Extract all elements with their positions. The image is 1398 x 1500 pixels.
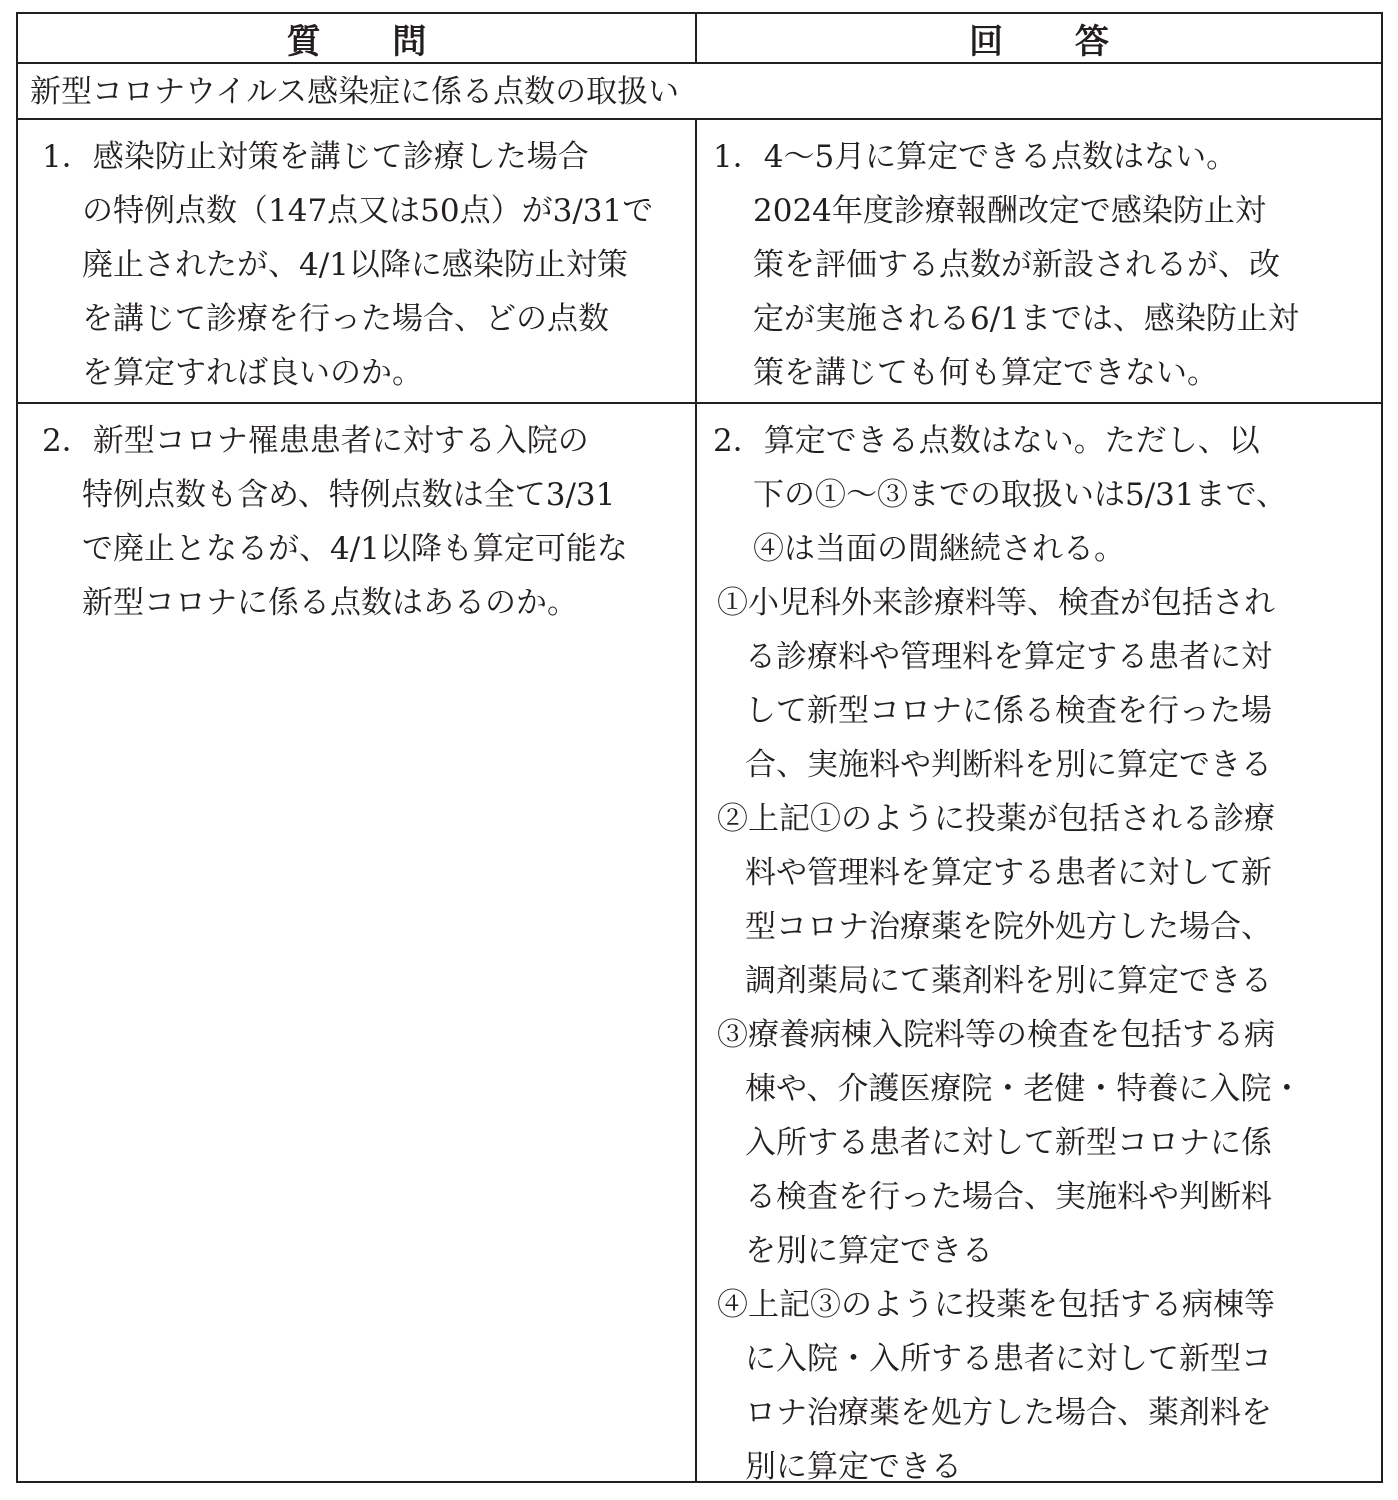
answer-line: 下の①〜③までの取扱いは5/31まで、 [753,477,1287,513]
sub-item-line: して新型コロナに係る検査を行った場 [745,693,1272,729]
answer-sub-item [713,1008,1302,1278]
sub-item-line: る検査を行った場合、実施料や判断料 [745,1179,1272,1215]
answer-line: 策を講じても何も算定できない。 [753,355,1218,391]
qa-table [16,12,1383,1483]
answer-sub-item [713,576,1302,792]
question-line: で廃止となるが、4/1以降も算定可能な [82,531,628,567]
answer-line: 2．算定できる点数はない。ただし、以 [713,423,1260,459]
sub-item-line: ロナ治療薬を処方した場合、薬剤料を [745,1395,1272,1431]
question-text [42,130,653,400]
sub-item-line: ③療養病棟入院料等の検査を包括する病 [717,1017,1275,1053]
question-line: 特例点数も含め、特例点数は全て3/31 [82,477,616,513]
sub-item-line: 合、実施料や判断料を別に算定できる [745,747,1272,783]
question-header-cell [18,14,697,62]
answer-header-cell [697,14,1381,62]
answer-cell [697,120,1381,402]
sub-item-line: ④上記③のように投薬を包括する病棟等 [717,1287,1275,1323]
question-line: 2．新型コロナ罹患患者に対する入院の [42,423,589,459]
question-line: を算定すれば良いのか。 [82,355,423,391]
sub-item-line: を別に算定できる [745,1233,993,1269]
question-line: を講じて診療を行った場合、どの点数 [82,301,609,337]
sub-item-line: 入所する患者に対して新型コロナに係 [745,1125,1272,1161]
section-title: 新型コロナウイルス感染症に係る点数の取扱い [30,74,680,110]
table-row [18,404,1381,1485]
answer-sub-item [713,792,1302,1008]
answer-line: 1．4〜5月に算定できる点数はない。 [713,139,1238,175]
sub-item-line: る診療料や管理料を算定する患者に対 [745,639,1272,675]
sub-item-line: ①小児科外来診療料等、検査が包括され [717,585,1275,621]
question-line: の特例点数（147点又は50点）が3/31で [82,193,654,229]
sub-item-line: に入院・入所する患者に対して新型コ [745,1341,1272,1377]
sub-item-line: 調剤薬局にて薬剤料を別に算定できる [745,963,1272,999]
answer-text [713,130,1299,400]
question-cell [18,120,697,402]
sub-item-line: ②上記①のように投薬が包括される診療 [717,801,1275,837]
question-line: 新型コロナに係る点数はあるのか。 [82,585,578,621]
answer-cell [697,404,1381,1485]
answer-line: 定が実施される6/1までは、感染防止対 [753,301,1299,337]
answer-column-header: 回 答 [969,21,1139,62]
question-line: 1．感染防止対策を講じて診療した場合 [42,139,589,175]
answer-text [713,414,1302,1494]
sub-item-line: 料や管理料を算定する患者に対して新 [745,855,1272,891]
question-line: 廃止されたが、4/1以降に感染防止対策 [82,247,628,283]
sub-item-line: 型コロナ治療薬を院外処方した場合、 [745,909,1272,945]
answer-line: 2024年度診療報酬改定で感染防止対 [753,193,1266,229]
question-column-header: 質 問 [286,21,457,62]
table-row [18,120,1381,404]
table-header-row [18,14,1381,64]
section-title-row [18,64,1381,120]
sub-item-line: 別に算定できる [745,1449,962,1485]
answer-line: 策を評価する点数が新設されるが、改 [753,247,1280,283]
answer-sub-item [713,1278,1302,1494]
sub-item-line: 棟や、介護医療院・老健・特養に入院・ [745,1071,1303,1107]
answer-line: ④は当面の間継続される。 [753,531,1125,567]
question-cell [18,404,697,1481]
question-text [42,414,628,630]
